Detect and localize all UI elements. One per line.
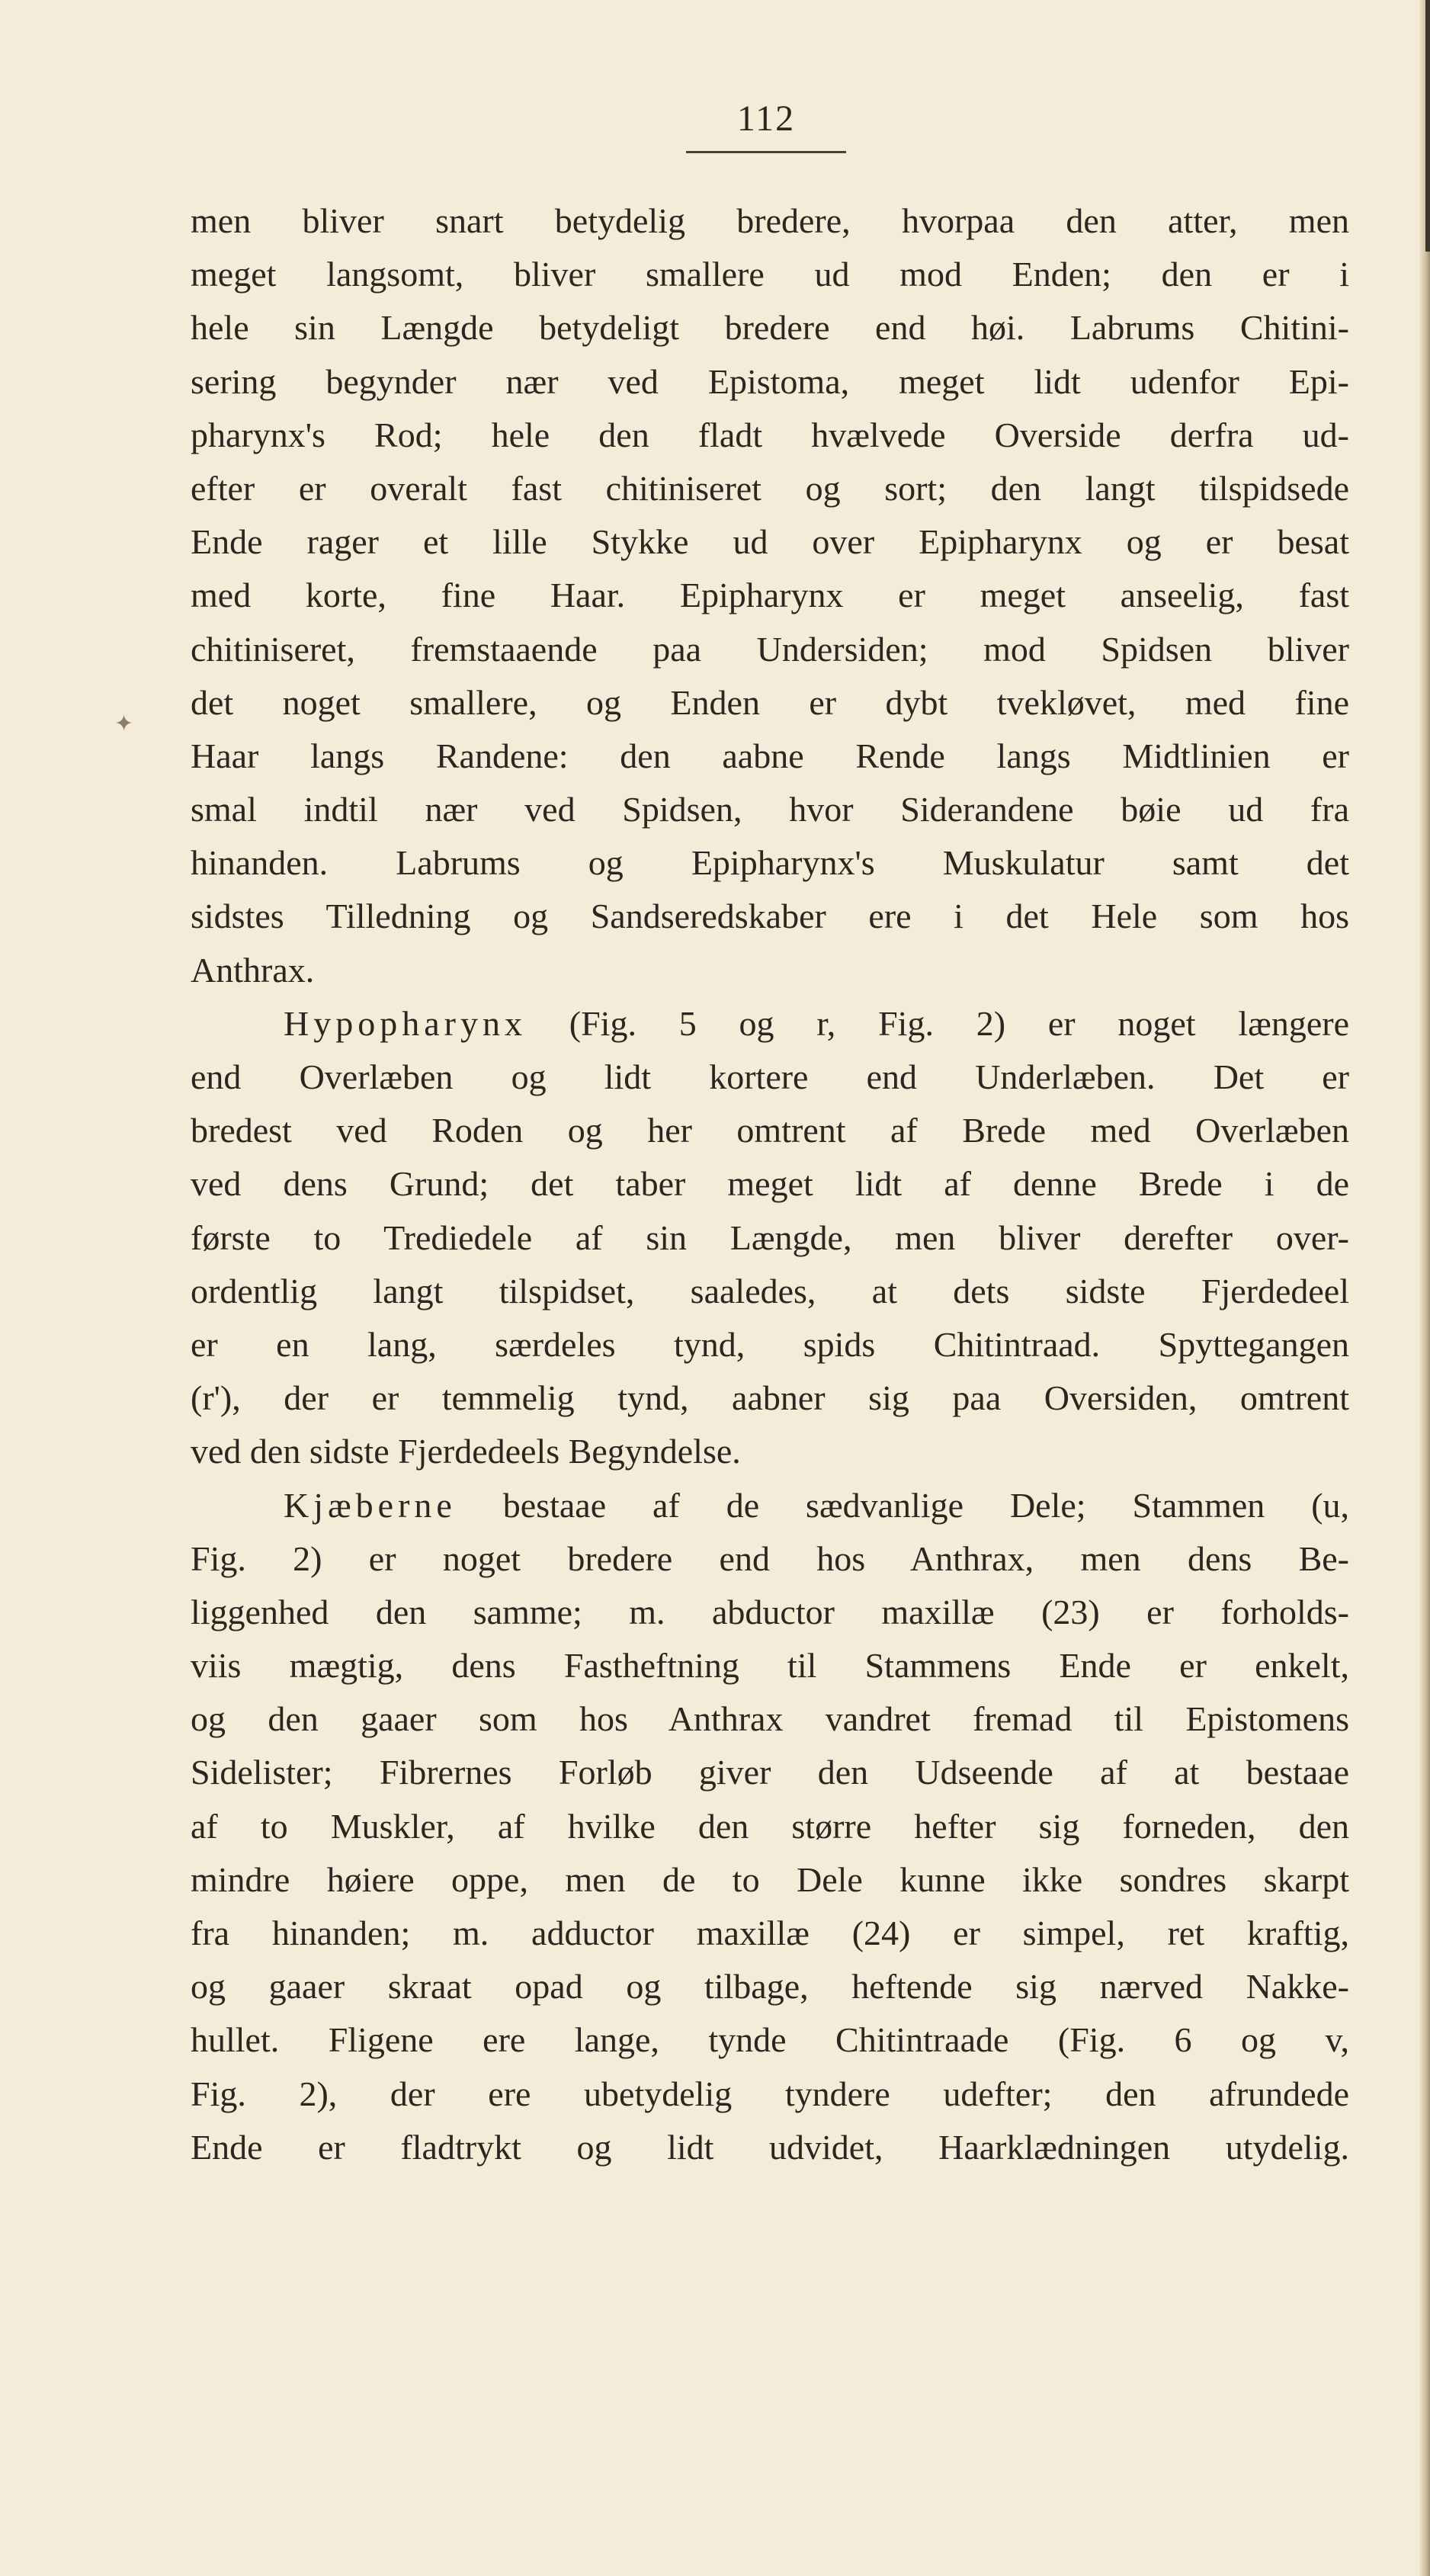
text-line: efter er overalt fast chitiniseret og sort; den langt tilspidsede bbox=[191, 468, 1349, 508]
text-line: viis mægtig, dens Fastheftning til Stammens Ende er enkelt, bbox=[191, 1646, 1349, 1686]
text-line: (r'), der er temmelig tynd, aabner sig paa Oversiden, omtrent bbox=[191, 1378, 1349, 1418]
text-line: og den gaaer som hos Anthrax vandret fremad til Epistomens bbox=[191, 1699, 1349, 1739]
page-number-rule bbox=[686, 151, 846, 153]
text-line: (Fig. 5 og r, Fig. 2) er noget længere bbox=[569, 1003, 1349, 1043]
text-line: end Overlæben og lidt kortere end Underlæben. Det er bbox=[191, 1057, 1349, 1096]
text-line: er en lang, særdeles tynd, spids Chitintraad. Spyttegangen bbox=[191, 1324, 1349, 1364]
text-line: ved den sidste Fjerdedeels Begyndelse. bbox=[191, 1432, 741, 1471]
text-line: hinanden. Labrums og Epipharynx's Muskulatur samt det bbox=[191, 843, 1349, 883]
text-line: mindre høiere oppe, men de to Dele kunne ikke sondres skarpt bbox=[191, 1859, 1349, 1899]
text-line: Haar langs Randene: den aabne Rende langs Midtlinien er bbox=[191, 736, 1349, 775]
text-line: chitiniseret, fremstaaende paa Undersiden; mod Spidsen bliver bbox=[191, 629, 1349, 669]
text-line: meget langsomt, bliver smallere ud mod Enden; den er i bbox=[191, 255, 1349, 294]
paragraph-kjaeberne bbox=[191, 1479, 1349, 1532]
text-line: Fig. 2), der ere ubetydelig tyndere udefter; den afrundede bbox=[191, 2074, 1349, 2113]
text-line: af to Muskler, af hvilke den større hefter sig forneden, den bbox=[191, 1806, 1349, 1846]
body-text bbox=[191, 194, 1349, 2174]
text-line: Fig. 2) er noget bredere end hos Anthrax, men dens Be- bbox=[191, 1538, 1349, 1578]
text-line: Anthrax. bbox=[191, 950, 315, 990]
text-line: hele sin Længde betydeligt bredere end høi. Labrums Chitini- bbox=[191, 308, 1349, 348]
text-line: liggenhed den samme; m. abductor maxillæ (23) er forholds- bbox=[191, 1592, 1349, 1631]
text-line: Ende rager et lille Stykke ud over Epipharynx og er besat bbox=[191, 522, 1349, 562]
page-edge bbox=[1419, 0, 1430, 2576]
text-line: sidstes Tilledning og Sandseredskaber ere i det Hele som hos bbox=[191, 897, 1349, 936]
text-line: sering begynder nær ved Epistoma, meget lidt udenfor Epi- bbox=[191, 361, 1349, 401]
text-line: hullet. Fligene ere lange, tynde Chitintraade (Fig. 6 og v, bbox=[191, 2020, 1349, 2060]
text-line: første to Trediedele af sin Længde, men bliver derefter over- bbox=[191, 1217, 1349, 1257]
page-edge-shadow bbox=[1425, 0, 1430, 252]
text-line: ved dens Grund; det taber meget lidt af denne Brede i de bbox=[191, 1164, 1349, 1204]
text-line: men bliver snart betydelig bredere, hvorpaa den atter, men bbox=[191, 201, 1349, 240]
text-line: ordentlig langt tilspidset, saaledes, at dets sidste Fjerdedeel bbox=[191, 1271, 1349, 1310]
paragraph-hypopharynx bbox=[191, 997, 1349, 1051]
text-line: fra hinanden; m. adductor maxillæ (24) er simpel, ret kraftig, bbox=[191, 1914, 1349, 1952]
text-line: Ende er fladtrykt og lidt udvidet, Haarklædningen utydelig. bbox=[191, 2127, 1349, 2167]
text-line: det noget smallere, og Enden er dybt tvekløvet, med fine bbox=[191, 682, 1349, 722]
section-term: Hypopharynx bbox=[284, 1003, 527, 1043]
text-line: Sidelister; Fibrernes Forløb giver den Udseende af at bestaae bbox=[191, 1753, 1349, 1792]
page-number: 112 bbox=[736, 98, 796, 139]
text-line: bredest ved Roden og her omtrent af Brede med Overlæben bbox=[191, 1111, 1349, 1150]
text-line: med korte, fine Haar. Epipharynx er meget anseelig, fast bbox=[191, 576, 1349, 615]
section-term: Kjæberne bbox=[284, 1485, 457, 1525]
text-line: bestaae af de sædvanlige Dele; Stammen (u, bbox=[502, 1485, 1350, 1525]
text-line: pharynx's Rod; hele den fladt hvælvede Overside derfra ud- bbox=[191, 415, 1349, 454]
text-line: og gaaer skraat opad og tilbage, heftende sig nærved Nakke- bbox=[191, 1967, 1349, 2007]
text-line: smal indtil nær ved Spidsen, hvor Siderandene bøie ud fra bbox=[191, 790, 1349, 829]
margin-mark: ✦ bbox=[114, 711, 134, 736]
